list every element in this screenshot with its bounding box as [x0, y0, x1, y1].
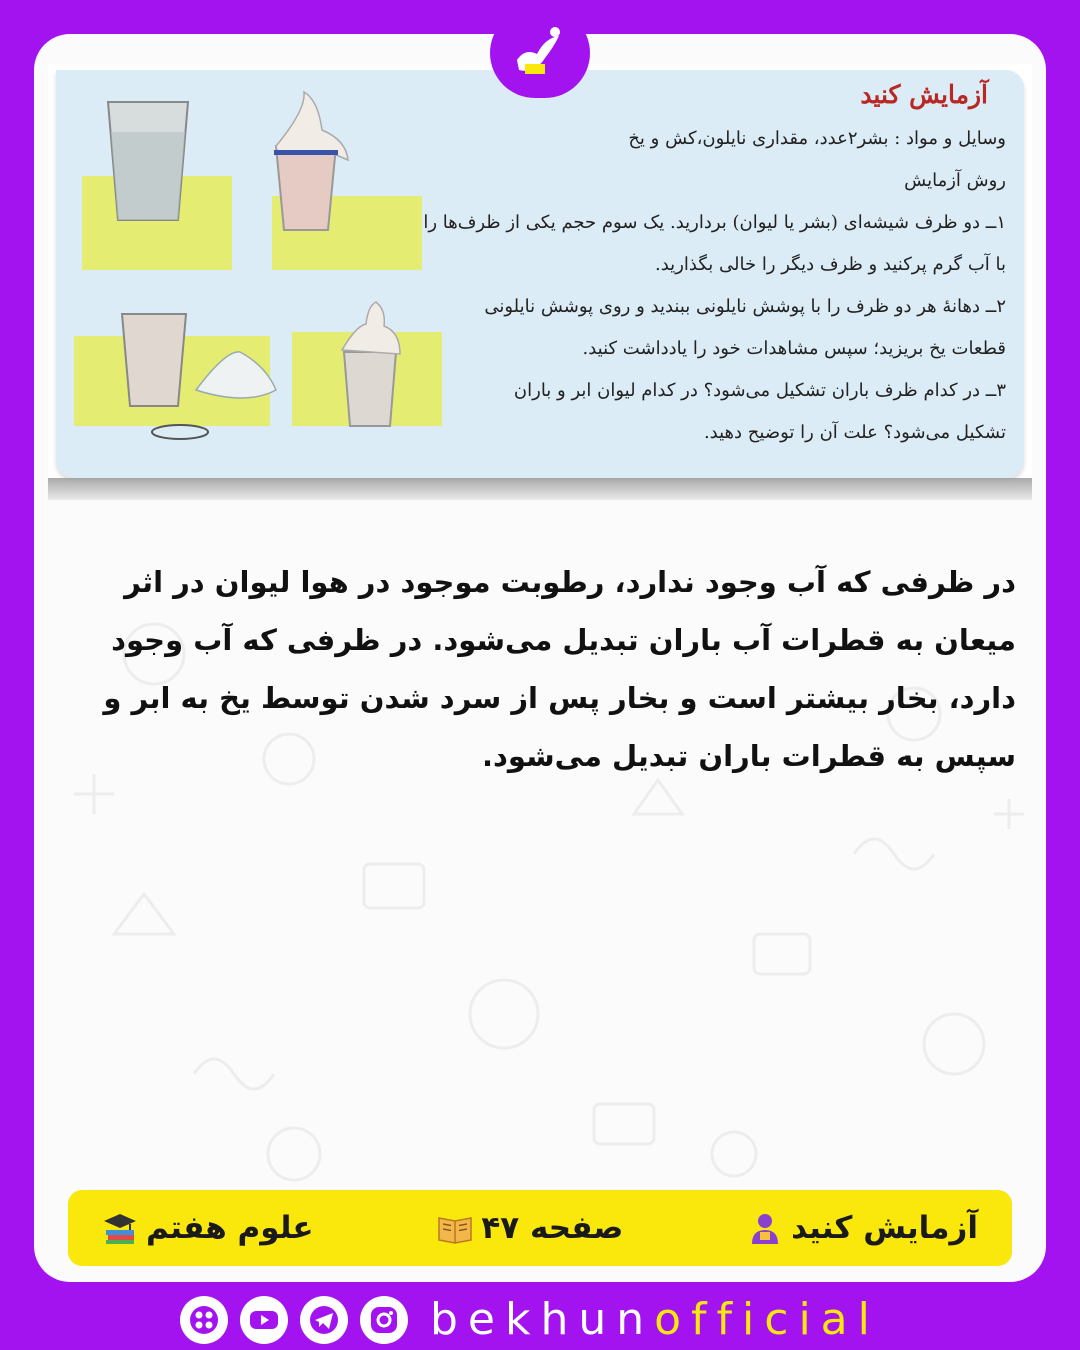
bekhun-logo-mark [505, 18, 575, 88]
footer-lesson-label: آزمایش کنید [791, 1210, 978, 1246]
textbook-excerpt [48, 64, 1032, 478]
aparat-icon[interactable] [180, 1296, 228, 1344]
footer-page-label: صفحه ۴۷ [481, 1210, 624, 1246]
brand-handle [430, 1294, 880, 1346]
content-card [34, 34, 1046, 1282]
social-footer [180, 1294, 880, 1346]
book-step3-line2: تشکیل می‌شود؟ علت آن را توضیح دهید. [703, 422, 1006, 443]
textbook-excerpt-panel [56, 70, 1024, 478]
book-step2-line2: قطعات یخ بریزید؛ سپس مشاهدات خود را یادداشت کنید. [582, 338, 1006, 359]
experiment-illustration [56, 70, 536, 470]
teacher-icon [747, 1210, 783, 1246]
brand-handle-part2: official [654, 1294, 880, 1345]
instagram-icon[interactable] [360, 1296, 408, 1344]
brand-handle-part1: bekhun [430, 1294, 655, 1345]
footer-page [437, 1210, 623, 1246]
excerpt-shadow [48, 478, 1032, 500]
book-method-heading: روش آزمایش [904, 170, 1006, 191]
footer-subject [102, 1210, 314, 1246]
telegram-icon[interactable] [300, 1296, 348, 1344]
book-step2-line1: ۲ــ دهانهٔ هر دو ظرف را با پوشش نایلونی ببندید و روی پوشش نایلونی [484, 296, 1006, 317]
book-step3-line1: ۳ــ در کدام ظرف باران تشکیل می‌شود؟ در کدام لیوان ابر و باران [513, 380, 1006, 401]
bekhun-logo [490, 8, 590, 98]
footer-lesson [747, 1210, 978, 1246]
book-materials: وسایل و مواد : بشر۲عدد، مقداری نایلون،کش و یخ [628, 128, 1006, 149]
answer-text: در ظرفی که آب وجود ندارد، رطوبت موجود در هوا لیوان در اثر میعان به قطرات آب باران تبدیل می‌شود. در ظرفی که آب وجود دارد، بخار بیشتر است و بخار پس از سرد شدن توسط یخ به ابر و سپس به قطرات باران تبدیل می‌شود. [103, 565, 1016, 773]
open-book-icon [437, 1210, 473, 1246]
youtube-icon[interactable] [240, 1296, 288, 1344]
footer-info-bar [68, 1190, 1012, 1266]
book-section-title: آزمایش کنید [860, 80, 988, 109]
book-step1-line1: ۱ــ دو ظرف شیشه‌ای (بشر یا لیوان) بردارید. یک سوم حجم یکی از ظرف‌ها را [423, 212, 1006, 233]
book-step1-line2: با آب گرم پرکنید و ظرف دیگر را خالی بگذارید. [655, 254, 1006, 275]
footer-subject-label: علوم هفتم [146, 1210, 314, 1246]
graduation-books-icon [102, 1210, 138, 1246]
